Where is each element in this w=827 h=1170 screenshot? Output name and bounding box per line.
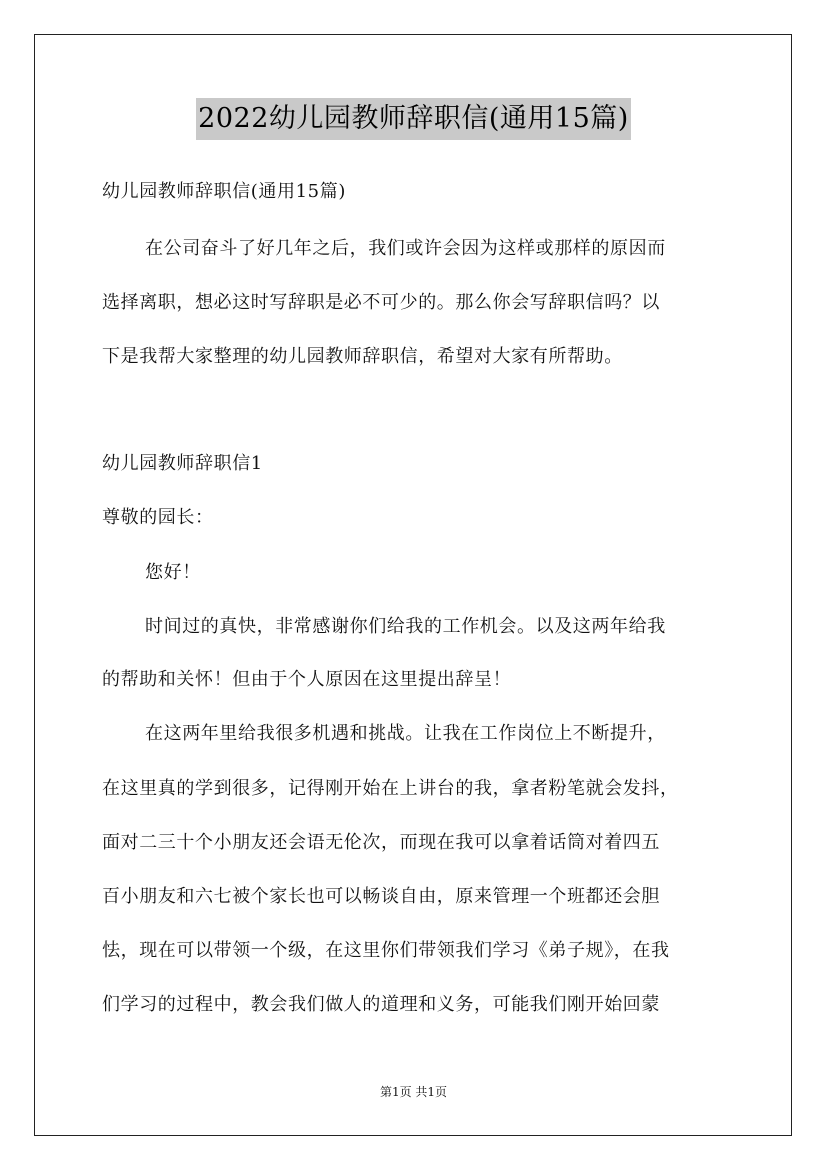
paragraph1-line-1: 时间过的真快，非常感谢你们给我的工作机会。以及这两年给我 (145, 616, 666, 637)
paragraph1-line-2: 的帮助和关怀！但由于个人原因在这里提出辞呈！ (102, 669, 512, 690)
paragraph2-line-4: 百小朋友和六七被个家长也可以畅谈自由，原来管理一个班都还会胆 (102, 886, 660, 907)
salutation: 尊敬的园长： (102, 507, 214, 528)
document-subtitle: 幼儿园教师辞职信(通用15篇) (102, 181, 346, 202)
intro-line-1: 在公司奋斗了好几年之后，我们或许会因为这样或那样的原因而 (145, 238, 666, 259)
greeting: 您好！ (145, 562, 201, 583)
intro-line-2: 选择离职，想必这时写辞职是必不可少的。那么你会写辞职信吗？以 (102, 292, 660, 313)
paragraph2-line-5: 怯，现在可以带领一个级，在这里你们带领我们学习《弟子规》，在我 (102, 940, 670, 961)
document-title: 2022幼儿园教师辞职信(通用15篇) (196, 98, 631, 140)
paragraph2-line-1: 在这两年里给我很多机遇和挑战。让我在工作岗位上不断提升， (145, 723, 666, 744)
paragraph2-line-2: 在这里真的学到很多，记得刚开始在上讲台的我，拿者粉笔就会发抖， (102, 778, 679, 799)
paragraph2-line-3: 面对二三十个小朋友还会语无伦次，而现在我可以拿着话筒对着四五 (102, 832, 660, 853)
title-container (0, 98, 827, 140)
paragraph2-line-6: 们学习的过程中，教会我们做人的道理和义务，可能我们刚开始回蒙 (102, 994, 660, 1015)
letter-heading: 幼儿园教师辞职信1 (102, 453, 263, 474)
intro-line-3: 下是我帮大家整理的幼儿园教师辞职信，希望对大家有所帮助。 (102, 346, 623, 367)
page-footer: 第1页 共1页 (379, 1085, 448, 1099)
